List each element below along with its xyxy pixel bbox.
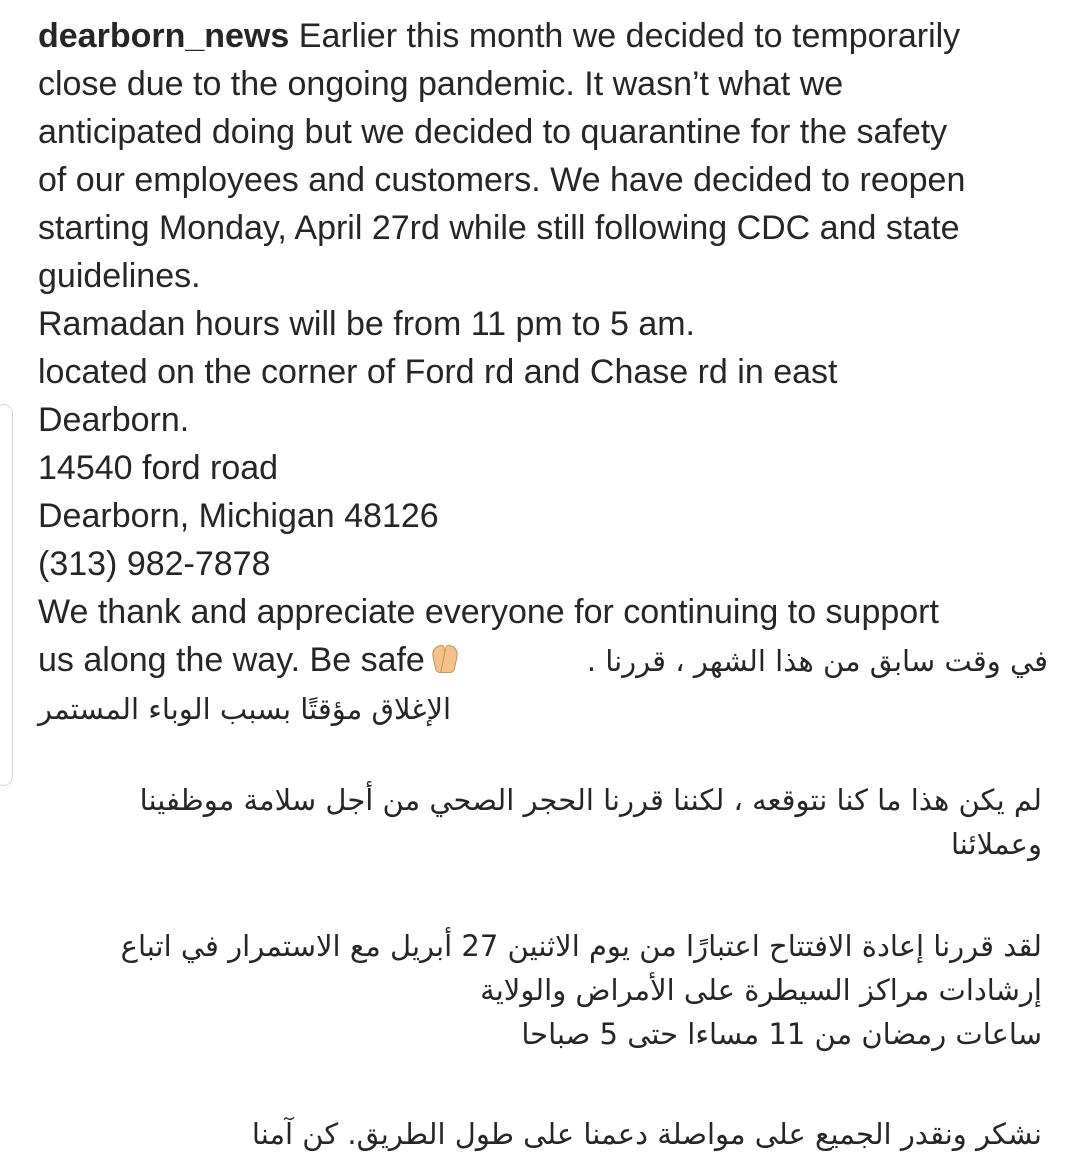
caption-line: located on the corner of Ford rd and Chase rd in east [38, 353, 838, 391]
arabic-paragraph-4 [32, 1112, 1042, 1156]
caption-line: starting Monday, April 27rd while still following CDC and state [38, 209, 960, 247]
caption-arabic-intro-2: الإغلاق مؤقتًا بسبب الوباء المستمر [38, 692, 452, 726]
caption-line: Dearborn. [38, 401, 190, 439]
caption-line: anticipated doing but we decided to quarantine for the safety [38, 113, 948, 151]
caption-line-address: 14540 ford road [38, 449, 279, 487]
scroll-edge-bracket [0, 404, 13, 786]
arabic-paragraph-2 [32, 778, 1042, 866]
caption-mixed-en: us along the way. Be safe [38, 636, 459, 684]
caption-text: Earlier this month we decided to temporarily [298, 17, 961, 55]
caption-line: of our employees and customers. We have decided to reopen [38, 161, 966, 199]
caption-line-first [38, 12, 1048, 60]
arabic-line: ساعات رمضان من 11 مساءا حتى 5 صباحا [521, 1017, 1042, 1051]
caption-mixed-line [38, 636, 1048, 685]
username[interactable]: dearborn_news [38, 17, 290, 55]
caption-line: guidelines. [38, 257, 201, 295]
caption-line: Ramadan hours will be from 11 pm to 5 am. [38, 305, 695, 343]
caption-line-phone[interactable]: (313) 982-7878 [38, 545, 271, 583]
arabic-line: نشكر ونقدر الجميع على مواصلة دعمنا على طول الطريق. كن آمنا [251, 1117, 1042, 1151]
caption-line: We thank and appreciate everyone for continuing to support [38, 593, 939, 631]
arabic-paragraph-3 [32, 924, 1042, 1056]
arabic-line: وعملائنا [950, 827, 1042, 861]
arabic-line: إرشادات مراكز السيطرة على الأمراض والولاية [480, 973, 1042, 1007]
caption-line: close due to the ongoing pandemic. It wasn’t what we [38, 65, 844, 103]
folded-hands-icon [429, 645, 459, 673]
caption-line-city: Dearborn, Michigan 48126 [38, 497, 439, 535]
caption-arabic-intro-1: في وقت سابق من هذا الشهر ، قررنا . [586, 644, 1048, 678]
arabic-line: لم يكن هذا ما كنا نتوقعه ، لكننا قررنا الحجر الصحي من أجل سلامة موظفينا [139, 783, 1042, 817]
post-caption [38, 12, 1048, 733]
arabic-line: لقد قررنا إعادة الافتتاح اعتبارًا من يوم الاثنين 27 أبريل مع الاستمرار في اتباع [120, 929, 1042, 963]
